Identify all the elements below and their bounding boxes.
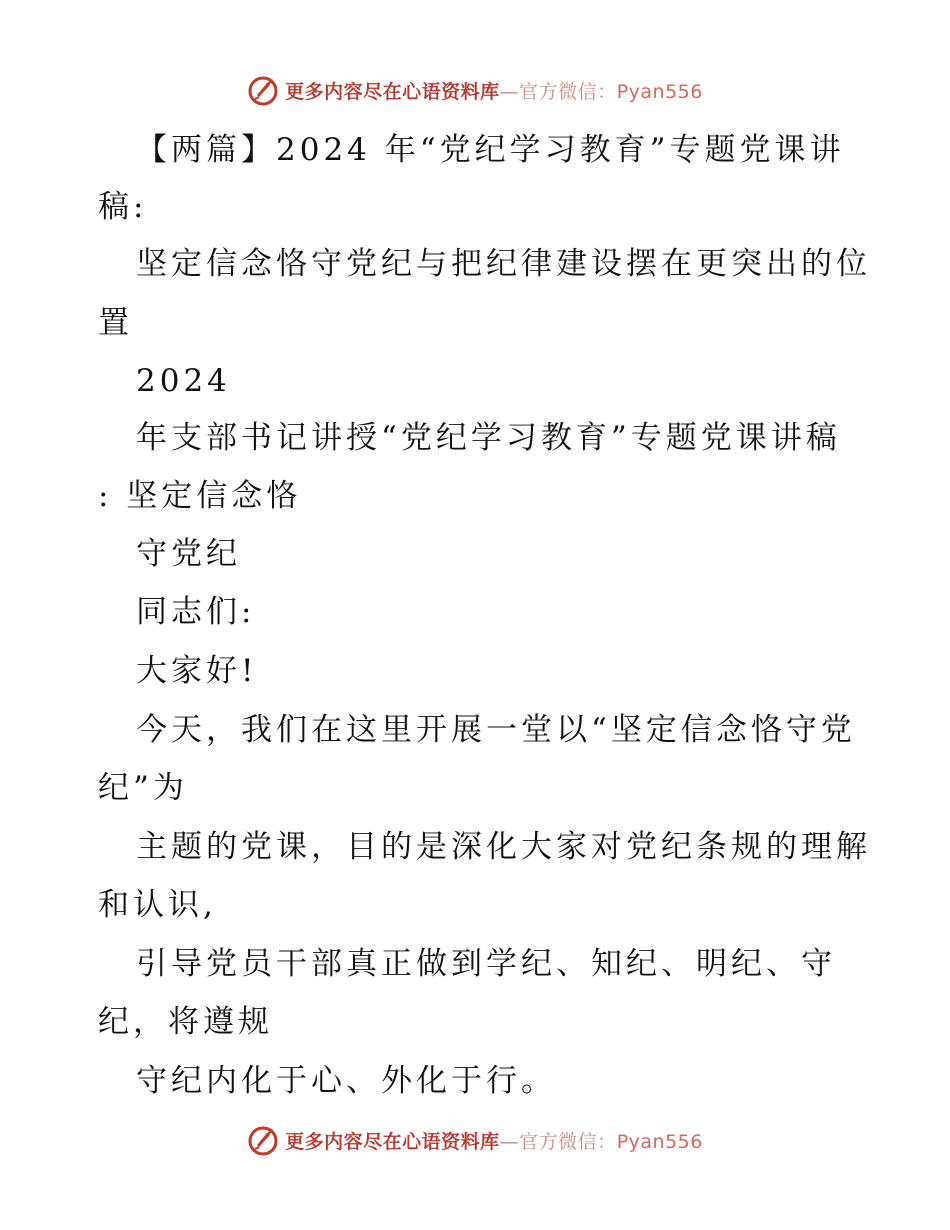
paragraph-line: 今天，我们在这里开展一堂以“坚定信念恪守党 [136, 712, 856, 748]
paragraph-line: 主题的党课，目的是深化大家对党纪条规的理解 [136, 829, 871, 865]
watermark-text [285, 77, 703, 104]
watermark-text [285, 1127, 703, 1154]
header-watermark [0, 70, 950, 110]
paragraph-line: 纪”为 [98, 770, 188, 806]
subtitle-line-2: 置 [98, 305, 133, 341]
title-line-1: 【两篇】2024 年“党纪学习教育”专题党课讲 [136, 132, 845, 168]
paragraph-line: 守党纪 [136, 536, 241, 572]
watermark-brand: 更多内容尽在心语资料库 [285, 1130, 500, 1153]
paragraph-line: 年支部书记讲授“党纪学习教育”专题党课讲稿 [136, 420, 841, 456]
watermark-wechat-label: 官方微信： [519, 1130, 617, 1153]
watermark-wechat-label: 官方微信： [519, 80, 617, 103]
watermark-wechat-id: Pyan556 [616, 80, 703, 103]
paragraph-line: 和认识, [98, 887, 217, 923]
watermark-brand: 更多内容尽在心语资料库 [285, 80, 500, 103]
brand-logo-icon [247, 73, 281, 107]
paragraph-line: : 坚定信念恪 [98, 478, 302, 514]
paragraph-line: 2024 [136, 363, 231, 399]
watermark-separator: — [499, 80, 520, 103]
watermark-wechat-id: Pyan556 [616, 1130, 703, 1153]
paragraph-line: 纪，将遵规 [98, 1004, 273, 1040]
paragraph-line: 引导党员干部真正做到学纪、知纪、明纪、守 [136, 946, 836, 982]
title-line-2: 稿: [98, 189, 148, 225]
watermark-separator: — [499, 1130, 520, 1153]
subtitle-line-1: 坚定信念恪守党纪与把纪律建设摆在更突出的位 [136, 246, 871, 282]
footer-watermark [0, 1120, 950, 1160]
brand-logo-icon [247, 1123, 281, 1157]
paragraph-line: 守纪内化于心、外化于行。 [136, 1063, 556, 1099]
paragraph-line: 同志们: [136, 594, 256, 630]
paragraph-line: 大家好! [136, 653, 258, 689]
